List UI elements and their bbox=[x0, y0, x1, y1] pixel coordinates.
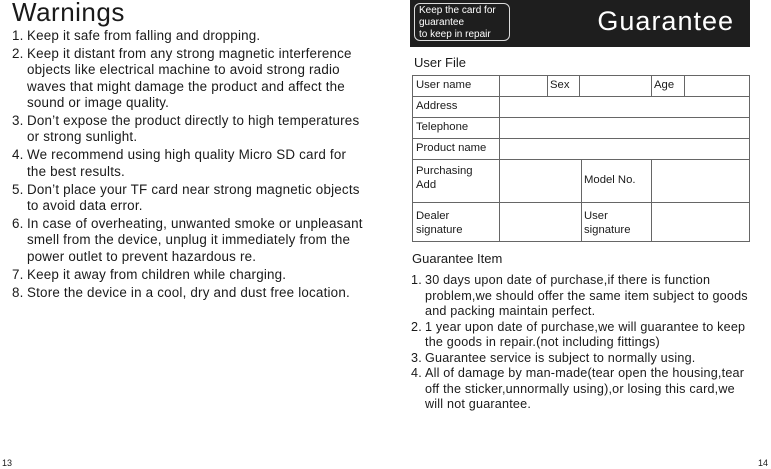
user-file-title: User File bbox=[414, 55, 467, 70]
warning-number: 3. bbox=[12, 113, 24, 129]
user-file-form bbox=[412, 75, 750, 242]
guarantee-item bbox=[411, 366, 756, 413]
warning-text: Keep it distant from any strong magnetic interference objects like electrical machine to avoid strong radio waves that might damage the product and affect the sound or image quality. bbox=[27, 46, 352, 110]
product-name-label: Product name bbox=[416, 142, 487, 154]
warning-number: 4. bbox=[12, 147, 24, 163]
user-name-label: User name bbox=[416, 79, 472, 91]
guarantee-item-text: Guarantee service is subject to normally using. bbox=[425, 350, 696, 365]
age-label: Age bbox=[654, 79, 675, 91]
purchasing-add-label: Purchasing Add bbox=[416, 165, 473, 191]
signature-row bbox=[413, 203, 749, 242]
guarantee-item bbox=[411, 273, 756, 320]
purchasing-add-field[interactable] bbox=[499, 160, 581, 202]
product-name-field[interactable] bbox=[499, 139, 749, 159]
warning-text: Store the device in a cool, dry and dust free location. bbox=[27, 285, 350, 301]
guarantee-item-number: 3. bbox=[411, 350, 422, 365]
sex-label: Sex bbox=[550, 79, 570, 91]
age-field[interactable] bbox=[684, 76, 749, 96]
warning-text: Don’t place your TF card near strong magnetic objects to avoid data error. bbox=[27, 181, 360, 214]
sex-field[interactable] bbox=[579, 76, 651, 96]
guarantee-item-title: Guarantee Item bbox=[412, 251, 503, 266]
guarantee-title: Guarantee bbox=[597, 6, 734, 36]
warning-item bbox=[12, 46, 367, 111]
user-signature-label: User signature bbox=[584, 210, 631, 236]
telephone-label: Telephone bbox=[416, 121, 469, 133]
dealer-signature-field[interactable] bbox=[499, 203, 581, 241]
warning-number: 2. bbox=[12, 46, 24, 62]
warning-number: 7. bbox=[12, 266, 24, 282]
guarantee-item-number: 2. bbox=[411, 319, 422, 334]
warning-item bbox=[12, 285, 367, 301]
guarantee-item-text: 30 days upon date of purchase,if there is function problem,we should offer the same item subject to goods and packing maintain perfect. bbox=[425, 273, 748, 318]
user-name-row bbox=[413, 76, 749, 97]
telephone-field[interactable] bbox=[499, 118, 749, 138]
warning-text: In case of overheating, unwanted smoke or unpleasant smell from the device, unplug it immediately from the power outlet to prevent hazardous re. bbox=[27, 216, 363, 264]
user-signature-field[interactable] bbox=[651, 203, 749, 241]
guarantee-item-number: 1. bbox=[411, 273, 422, 287]
warnings-title: Warnings bbox=[12, 0, 125, 27]
guarantee-item-number: 4. bbox=[411, 366, 422, 380]
warning-text: We recommend using high quality Micro SD card for the best results. bbox=[27, 147, 347, 179]
warning-item bbox=[12, 216, 367, 265]
telephone-row bbox=[413, 118, 749, 139]
guarantee-item-text: All of damage by man-made(tear open the housing,tear off the sticker,unnormally using),or losing this card,we will not guarantee. bbox=[425, 366, 745, 411]
guarantee-item-list bbox=[411, 273, 756, 413]
keep-card-note: Keep the card for guarantee to keep in repair bbox=[414, 3, 510, 41]
warning-number: 1. bbox=[12, 28, 24, 43]
warning-number: 5. bbox=[12, 181, 24, 197]
product-name-row bbox=[413, 139, 749, 160]
dealer-signature-label: Dealer signature bbox=[416, 210, 463, 236]
warning-item bbox=[12, 113, 367, 145]
guarantee-header bbox=[410, 0, 750, 47]
address-field[interactable] bbox=[499, 97, 749, 117]
warning-text: Don’t expose the product directly to high temperatures or strong sunlight. bbox=[27, 113, 360, 145]
warning-item bbox=[12, 147, 367, 179]
page-number-left: 13 bbox=[2, 458, 13, 468]
warning-text: Keep it safe from falling and dropping. bbox=[27, 28, 261, 43]
warning-item bbox=[12, 267, 367, 283]
model-no-label: Model No. bbox=[584, 174, 636, 186]
guarantee-item-text: 1 year upon date of purchase,we will guarantee to keep the goods in repair.(not including fittings) bbox=[425, 319, 746, 349]
warning-number: 6. bbox=[12, 216, 24, 232]
warnings-list bbox=[12, 28, 367, 303]
purchasing-row bbox=[413, 160, 749, 203]
warning-item bbox=[12, 28, 367, 44]
page-number-right: 14 bbox=[757, 458, 768, 468]
warning-item bbox=[12, 182, 367, 214]
address-label: Address bbox=[416, 100, 458, 112]
guarantee-item bbox=[411, 351, 756, 367]
model-no-field[interactable] bbox=[651, 160, 749, 202]
address-row bbox=[413, 97, 749, 118]
warning-text: Keep it away from children while charging. bbox=[27, 266, 287, 282]
user-name-field[interactable] bbox=[499, 76, 547, 96]
guarantee-item bbox=[411, 320, 756, 351]
warning-number: 8. bbox=[12, 285, 24, 301]
